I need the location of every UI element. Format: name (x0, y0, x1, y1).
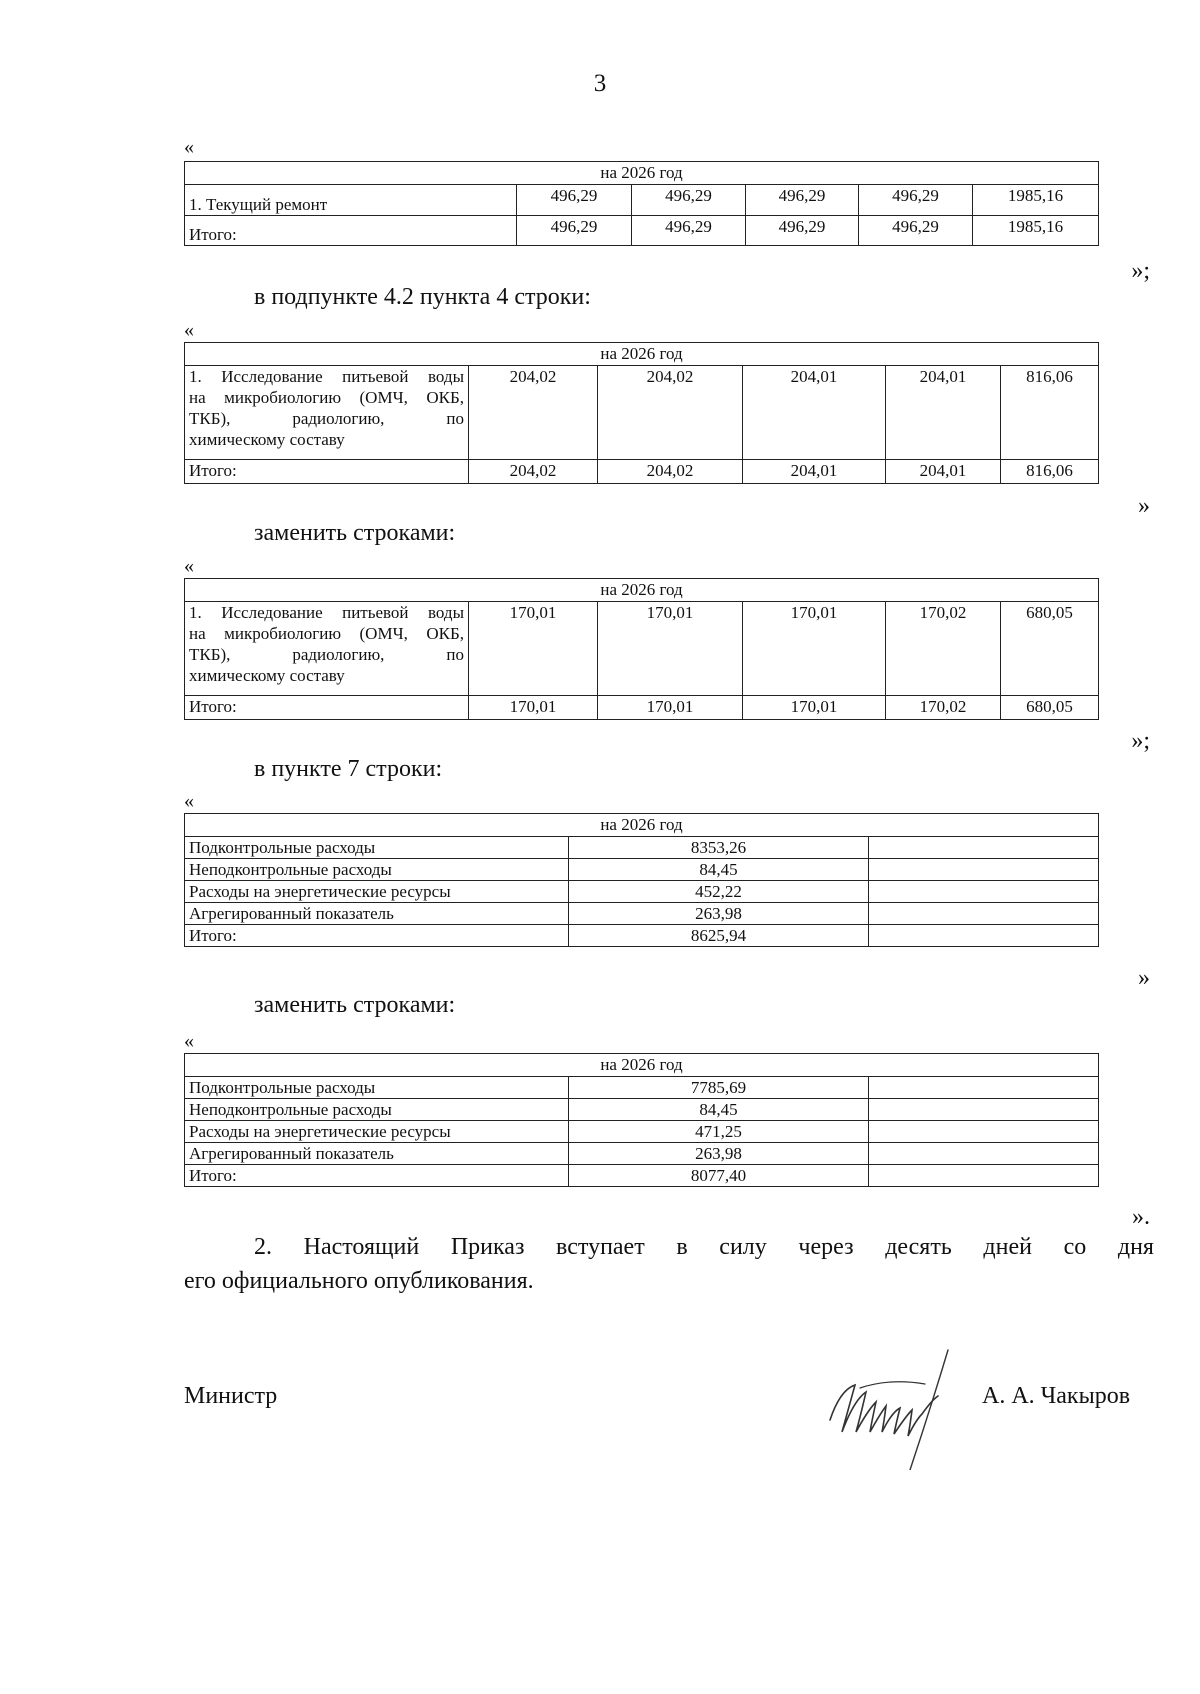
cell: 170,01 (743, 696, 886, 720)
empty-cell (869, 837, 1099, 859)
cell: 170,01 (469, 696, 598, 720)
quote-open: « (184, 319, 194, 341)
cell: 204,01 (886, 460, 1001, 484)
word: дней (983, 1234, 1032, 1260)
cell: 263,98 (569, 1143, 869, 1165)
handwritten-signature (820, 1340, 980, 1470)
cell: 170,01 (598, 602, 743, 696)
table-water-old (184, 342, 1099, 484)
word: силу (719, 1234, 767, 1260)
cell: 170,01 (469, 602, 598, 696)
cell: 471,25 (569, 1121, 869, 1143)
cell: 496,29 (859, 185, 973, 216)
cell: 204,02 (469, 366, 598, 460)
word: дня (1117, 1234, 1154, 1260)
item-line: ТКБ), радиологию, по (189, 645, 464, 664)
quote-close: » (1138, 493, 1150, 519)
quote-open: « (184, 555, 194, 577)
row-label: Неподконтрольные расходы (185, 1099, 569, 1121)
cell: 170,01 (598, 696, 743, 720)
row-label: Подконтрольные расходы (185, 837, 569, 859)
item-line: химическому составу (189, 666, 345, 685)
row-label: Расходы на энергетические ресурсы (185, 1121, 569, 1143)
word: в (676, 1234, 688, 1260)
table-header: на 2026 год (185, 814, 1099, 837)
table-expenses-new (184, 1053, 1099, 1187)
cell: 204,01 (743, 460, 886, 484)
empty-cell (869, 1143, 1099, 1165)
word: Настоящий (303, 1234, 420, 1260)
item-line: ТКБ), радиологию, по (189, 409, 464, 428)
cell: 496,29 (632, 185, 746, 216)
table-header: на 2026 год (185, 343, 1099, 366)
item-line: 1. Исследование питьевой воды (189, 367, 464, 386)
closing-paragraph (184, 1230, 1154, 1298)
row-label: 1. Текущий ремонт (185, 185, 517, 216)
cell: 496,29 (517, 185, 632, 216)
cell: 496,29 (859, 216, 973, 246)
row-label: Агрегированный показатель (185, 1143, 569, 1165)
empty-cell (869, 1165, 1099, 1187)
item-line: на микробиологию (ОМЧ, ОКБ, (189, 624, 464, 643)
word: Приказ (450, 1234, 525, 1260)
item-line: химическому составу (189, 430, 345, 449)
word: через (798, 1234, 854, 1260)
empty-cell (869, 903, 1099, 925)
empty-cell (869, 859, 1099, 881)
word: вступает (556, 1234, 645, 1260)
page-number: 3 (593, 70, 607, 97)
cell: 496,29 (746, 185, 859, 216)
cell: 680,05 (1001, 696, 1099, 720)
word: десять (885, 1234, 952, 1260)
table-repair (184, 161, 1099, 246)
cell: 496,29 (632, 216, 746, 246)
quote-open: « (184, 1030, 194, 1052)
cell: 496,29 (517, 216, 632, 246)
cell: 204,01 (886, 366, 1001, 460)
signatory-position: Министр (184, 1383, 278, 1409)
row-label: Итого: (185, 925, 569, 947)
closing-line-1 (184, 1230, 1154, 1264)
cell: 263,98 (569, 903, 869, 925)
word: со (1063, 1234, 1087, 1260)
cell: 7785,69 (569, 1077, 869, 1099)
table-header: на 2026 год (185, 579, 1099, 602)
closing-line-2: его официального опубликования. (184, 1268, 534, 1294)
quote-close: ». (1132, 1204, 1150, 1230)
signatory-name: А. А. Чакыров (982, 1383, 1131, 1409)
cell: 8353,26 (569, 837, 869, 859)
cell: 170,02 (886, 696, 1001, 720)
cell: 204,02 (598, 366, 743, 460)
cell: 496,29 (746, 216, 859, 246)
table-water-new (184, 578, 1099, 720)
cell: 204,02 (598, 460, 743, 484)
empty-cell (869, 1077, 1099, 1099)
table-header: на 2026 год (185, 162, 1099, 185)
item-label (185, 602, 469, 696)
paragraph: заменить строками: (254, 520, 456, 546)
row-label: Подконтрольные расходы (185, 1077, 569, 1099)
total-label: Итого: (185, 460, 469, 484)
cell: 8625,94 (569, 925, 869, 947)
quote-open: « (184, 136, 194, 158)
cell: 84,45 (569, 1099, 869, 1121)
cell: 84,45 (569, 859, 869, 881)
cell: 452,22 (569, 881, 869, 903)
table-header: на 2026 год (185, 1054, 1099, 1077)
cell: 170,01 (743, 602, 886, 696)
quote-open: « (184, 790, 194, 812)
cell: 816,06 (1001, 366, 1099, 460)
item-line: на микробиологию (ОМЧ, ОКБ, (189, 388, 464, 407)
cell: 680,05 (1001, 602, 1099, 696)
empty-cell (869, 881, 1099, 903)
table-expenses-old (184, 813, 1099, 947)
empty-cell (869, 1121, 1099, 1143)
paragraph: в пункте 7 строки: (254, 756, 443, 782)
row-label: Неподконтрольные расходы (185, 859, 569, 881)
word: 2. (254, 1234, 272, 1260)
paragraph: в подпункте 4.2 пункта 4 строки: (254, 284, 591, 310)
row-label: Итого: (185, 1165, 569, 1187)
item-label (185, 366, 469, 460)
quote-close: »; (1131, 728, 1150, 754)
cell: 204,02 (469, 460, 598, 484)
total-label: Итого: (185, 696, 469, 720)
cell: 1985,16 (973, 185, 1099, 216)
row-label: Расходы на энергетические ресурсы (185, 881, 569, 903)
quote-close: »; (1131, 258, 1150, 284)
item-line: 1. Исследование питьевой воды (189, 603, 464, 622)
empty-cell (869, 1099, 1099, 1121)
quote-close: » (1138, 965, 1150, 991)
row-label: Итого: (185, 216, 517, 246)
row-label: Агрегированный показатель (185, 903, 569, 925)
cell: 204,01 (743, 366, 886, 460)
cell: 170,02 (886, 602, 1001, 696)
empty-cell (869, 925, 1099, 947)
cell: 1985,16 (973, 216, 1099, 246)
cell: 816,06 (1001, 460, 1099, 484)
cell: 8077,40 (569, 1165, 869, 1187)
paragraph: заменить строками: (254, 992, 456, 1018)
